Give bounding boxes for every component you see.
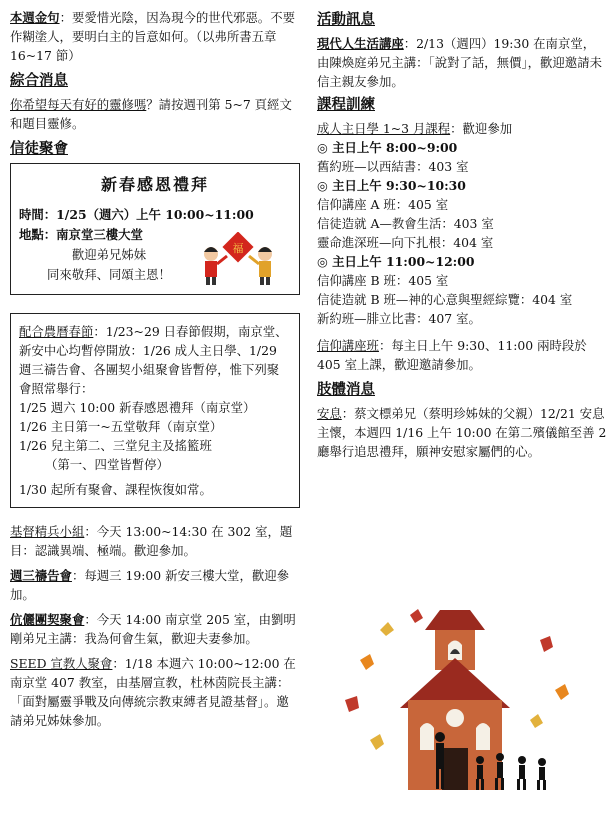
couples-section [10, 610, 300, 648]
devotion-label: 你希望每天有好的靈修嗎 [10, 97, 147, 112]
prayer-section [10, 566, 300, 604]
soldiers-label: 基督精兵小組 [10, 524, 85, 539]
verse-section [10, 8, 300, 65]
general-section [10, 95, 300, 133]
adult-school-line [317, 119, 607, 138]
worship-line: 同來敬拜、同頌主恩！ [47, 267, 171, 282]
gathering-heading: 信徒聚會 [10, 140, 68, 157]
verse-text: ：要愛惜光陰，因為現今的世代邪惡。不要作糊塗人，要明白主的旨意如何。（以弗所書五章 16~17 節） [10, 10, 295, 63]
slot-heading: ◎ 主日上午 11:00~12:00 [317, 254, 475, 269]
slot-heading: ◎ 主日上午 8:00~9:00 [317, 140, 458, 155]
welcome-line: 歡迎弟兄姊妹 [71, 247, 147, 262]
faith-class-section [317, 336, 607, 374]
prayer-text: ：每週三 19:00 新安三樓大堂，歡迎參加。 [10, 568, 290, 602]
verse-label: 本週金句 [10, 10, 60, 25]
cny-notice-box [10, 313, 300, 508]
cny-resume: 1/30 起所有聚會、課程恢復如常。 [19, 482, 212, 497]
box-title: 新春感恩禮拜 [100, 175, 209, 194]
soldiers-text: ：今天 13:00~14:30 在 302 室，題目：認識異端、極端。歡迎參加。 [10, 524, 293, 558]
left-column [10, 8, 300, 736]
cny-item-sub: （第一、四堂皆暫停） [45, 457, 169, 472]
cny-intro [19, 322, 291, 398]
events-section [317, 34, 607, 91]
cny-item: 1/26 兒主第二、三堂兒主及搖籃班 [19, 438, 212, 453]
cny-item: 1/25 週六 10:00 新春感恩禮拜（南京堂） [19, 400, 256, 415]
time-line: 時間：1/25（週六）上午 10:00~11:00 [19, 207, 254, 222]
cny-intro-text: ：1/23~29 日春節假期，南京堂、新安中心均暫停開放：1/26 成人主日學、1/29 週三禱告會、各團契小組聚會皆暫停，惟下列聚會照常舉行： [19, 324, 288, 396]
banner-char: 福 [232, 242, 244, 255]
course-item: 信仰講座 B 班：405 室 [317, 273, 449, 288]
devotion-text: ？請按週刊第 5~7 頁經文和題目靈修。 [10, 97, 292, 131]
course-item: 舊約班—以西結書：403 室 [317, 159, 469, 174]
course-item: 靈命進深班—向下扎根：404 室 [317, 235, 494, 250]
lecture-text: ：2/13（週四）19:30 在南京堂，由陳煥庭弟兄主講：「說對了話，無價」，歡迎邀請未信主親友參加。 [317, 36, 602, 89]
faith-class-label: 信仰講座班 [317, 338, 379, 353]
prayer-label: 週三禱告會 [10, 568, 72, 583]
adult-school-label: 成人主日學 1~3 月課程 [317, 121, 451, 136]
couples-label: 伉儷團契聚會 [10, 612, 85, 627]
course-item: 信徒造就 B 班—神的心意與聖經綜覽：404 室 [317, 292, 573, 307]
church-illustration [340, 600, 580, 800]
general-heading: 綜合消息 [10, 72, 68, 89]
memorial-label: 安息 [317, 406, 342, 421]
course-item: 新約班—腓立比書：407 室。 [317, 311, 481, 326]
events-heading: 活動訊息 [317, 11, 375, 28]
lecture-label: 現代人生活講座 [317, 36, 404, 51]
seed-text: ：1/18 本週六 10:00~12:00 在南京堂 407 教室，由基層宣教，杜林茵院長主講：「面對屬靈爭戰及向傳統宗教束縛者見證基督」。邀請弟兄姊妹參加。 [10, 656, 296, 728]
cny-item: 1/26 主日第一~五堂敬拜（南京堂） [19, 419, 223, 434]
course-item: 信仰講座 A 班：405 室 [317, 197, 449, 212]
seed-section [10, 654, 300, 730]
memorial-section [317, 404, 607, 461]
new-year-kids-illustration [197, 232, 281, 290]
faith-class-text: ：每主日上午 9:30、11:00 兩時段於 405 室上課，歡迎邀請參加。 [317, 338, 587, 372]
body-heading: 肢體消息 [317, 381, 375, 398]
courses-heading: 課程訓練 [317, 96, 375, 113]
soldiers-section [10, 522, 300, 560]
course-item: 信徒造就 A—教會生活：403 室 [317, 216, 494, 231]
right-column [317, 8, 607, 467]
cny-label: 配合農曆春節 [19, 324, 94, 339]
seed-label: SEED 宣教人聚會 [10, 656, 113, 671]
slot-heading: ◎ 主日上午 9:30~10:30 [317, 178, 466, 193]
new-year-service-box [10, 163, 300, 295]
place-line: 地點：南京堂三樓大堂 [19, 227, 143, 242]
couples-text: ：今天 14:00 南京堂 205 室，由劉明剛弟兄主講：我為何會生氣，歡迎夫妻參加。 [10, 612, 296, 646]
memorial-text: ：蔡文標弟兄（蔡明珍姊妹的父親）12/21 安息主懷，本週四 1/16 上午 10:00 在第二殯儀館至善 2 廳舉行追思禮拜，願神安慰家屬們的心。 [317, 406, 607, 459]
adult-school-suffix: ：歡迎參加 [450, 121, 513, 136]
